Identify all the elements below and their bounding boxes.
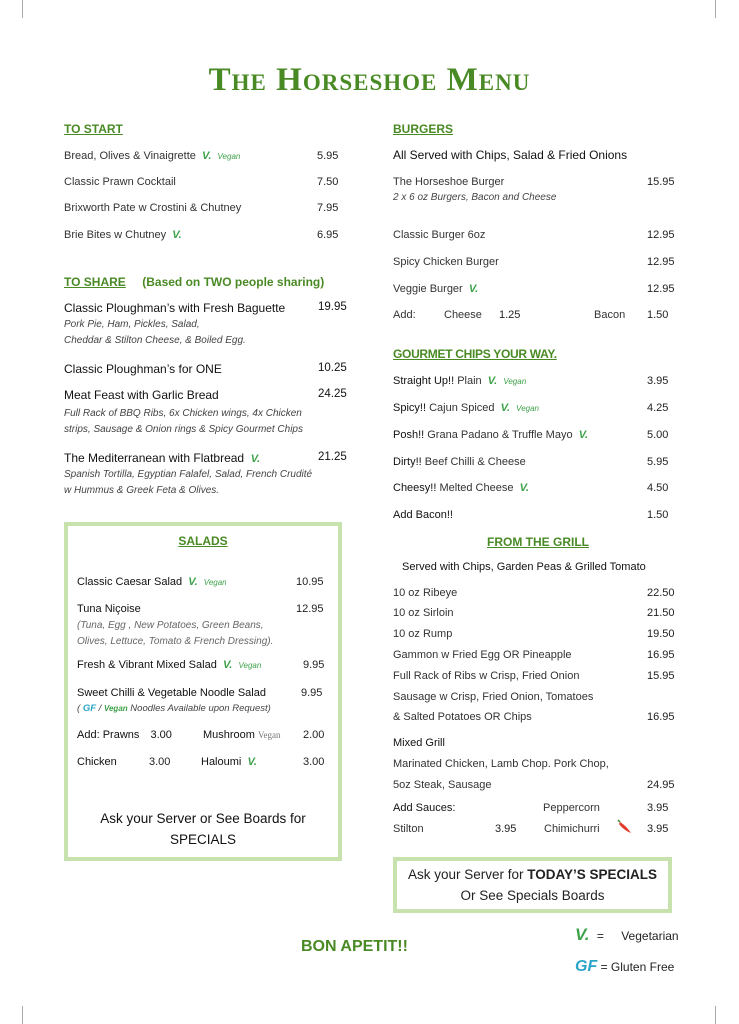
menu-item-bread: Bread, Olives & Vinaigrette V. Vegan: [64, 150, 241, 162]
vegetarian-icon: V.: [222, 659, 233, 671]
menu-item-ribeye: 10 oz Ribeye: [393, 587, 458, 599]
price: 19.95: [318, 301, 347, 313]
price: 12.95: [647, 256, 675, 268]
price: 5.95: [647, 456, 669, 468]
gluten-free-icon: GF: [82, 703, 97, 714]
vegan-icon: Vegan: [103, 704, 128, 713]
menu-item-ploughmans-one: Classic Ploughman’s for ONE: [64, 362, 222, 376]
vegetarian-icon: V.: [500, 402, 511, 414]
crop-mark: [22, 0, 23, 18]
menu-item-prawn: Classic Prawn Cocktail: [64, 176, 176, 188]
price: 21.50: [647, 607, 675, 619]
grill-heading: FROM THE GRILL: [487, 535, 589, 549]
add-haloumi: Haloumi V.: [201, 756, 257, 768]
item-description: 2 x 6 oz Burgers, Bacon and Cheese: [393, 192, 557, 203]
price: 5.00: [647, 429, 669, 441]
menu-item-gammon: Gammon w Fried Egg OR Pineapple: [393, 649, 572, 661]
price: 12.95: [647, 283, 675, 295]
vegan-icon: Vegan: [503, 377, 527, 386]
menu-item-brie: Brie Bites w Chutney V.: [64, 229, 182, 241]
chili-icon: [617, 819, 633, 840]
menu-item-ploughmans: Classic Ploughman’s with Fresh Baguette: [64, 301, 286, 315]
vegan-icon: Vegan: [516, 404, 539, 413]
vegetarian-icon: V.: [250, 453, 261, 465]
price: 3.95: [495, 823, 517, 835]
menu-title: The Horseshoe Menu: [208, 62, 531, 98]
price: 12.95: [296, 603, 324, 615]
menu-item-ribs: Full Rack of Ribs w Crisp, Fried Onion: [393, 670, 580, 682]
menu-item-sirloin: 10 oz Sirloin: [393, 607, 454, 619]
add-bacon: Bacon: [594, 309, 626, 321]
add-prawns: Add: Prawns 3.00: [77, 729, 172, 741]
price: 1.50: [647, 509, 669, 521]
price: 24.95: [647, 779, 675, 791]
grill-subtitle: Served with Chips, Garden Peas & Grilled Tomato: [402, 561, 646, 573]
vegan-icon: Vegan: [217, 152, 241, 161]
mixed-grill-desc: Marinated Chicken, Lamb Chop. Pork Chop,: [393, 758, 609, 770]
price: 1.50: [647, 309, 669, 321]
vegan-icon: Vegan: [238, 661, 262, 670]
gluten-free-icon: GF: [575, 958, 598, 975]
menu-item-mediterranean: The Mediterranean with Flatbread V.: [64, 451, 261, 465]
vegetarian-icon: V.: [172, 229, 182, 241]
salads-specials-note: Ask your Server or See Boards for SPECIALS: [100, 811, 306, 847]
price: 10.95: [296, 576, 324, 588]
menu-item-sausage: Sausage w Crisp, Fried Onion, Tomatoes: [393, 691, 594, 703]
today-specials-note: Ask your Server for TODAY’S SPECIALS Or See Specials Boards: [407, 867, 658, 903]
price: 24.25: [318, 388, 347, 400]
vegetarian-icon: V.: [188, 576, 198, 588]
price: 15.95: [647, 670, 675, 682]
menu-item-veggie-burger: Veggie Burger V.: [393, 283, 479, 295]
vegetarian-icon: V.: [247, 756, 257, 768]
price: 9.95: [303, 659, 325, 671]
menu-item-caesar: Classic Caesar Salad V. Vegan: [77, 576, 227, 588]
price: 5.95: [317, 150, 339, 162]
price: 1.25: [499, 309, 521, 321]
menu-item-chips-plain: Straight Up!! Plain V. Vegan: [393, 375, 527, 387]
menu-item-sausage-cont: & Salted Potatoes OR Chips: [393, 711, 532, 723]
price: 3.95: [647, 802, 669, 814]
price: 3.95: [647, 375, 669, 387]
item-description: Pork Pie, Ham, Pickles, Salad, Cheddar & Stilton Cheese, & Boiled Egg.: [64, 319, 246, 346]
mixed-grill-title: Mixed Grill: [393, 737, 445, 749]
vegetarian-icon: V.: [519, 482, 529, 494]
vegetarian-icon: V.: [202, 150, 212, 162]
vegetarian-icon: V.: [468, 283, 479, 295]
menu-item-classic-burger: Classic Burger 6oz: [393, 229, 486, 241]
price: 4.50: [647, 482, 669, 494]
sauces-label: Add Sauces:: [393, 802, 456, 814]
menu-item-add-bacon: Add Bacon!!: [393, 509, 453, 521]
price: 3.95: [647, 823, 669, 835]
burgers-heading: BURGERS: [393, 122, 454, 136]
item-description: Full Rack of BBQ Ribs, 6x Chicken wings, 4x Chicken strips, Sausage & Onion rings & Spicy Gourmet Chips: [64, 408, 303, 435]
item-description: (Tuna, Egg , New Potatoes, Green Beans, Olives, Lettuce, Tomato & French Dressing).: [77, 620, 274, 647]
menu-item-chips-dirty: Dirty!! Beef Chilli & Cheese: [393, 456, 526, 468]
price: 12.95: [647, 229, 675, 241]
menu-item-chips-cheesy: Cheesy!! Melted Cheese V.: [393, 482, 529, 494]
price: 15.95: [647, 176, 675, 188]
burgers-subtitle: All Served with Chips, Salad & Fried Onions: [393, 148, 628, 162]
legend-vegetarian: V. = Vegetarian: [575, 925, 679, 944]
menu-item-noodle-salad: Sweet Chilli & Vegetable Noodle Salad: [77, 687, 266, 699]
vegetarian-icon: V.: [575, 925, 590, 944]
vegetarian-icon: V.: [578, 429, 589, 441]
vegan-icon: Vegan: [203, 578, 227, 587]
bon-apetit: BON APETIT!!: [301, 938, 408, 955]
price: 3.00: [303, 756, 325, 768]
mixed-grill-desc: 5oz Steak, Sausage: [393, 779, 492, 791]
price: 9.95: [301, 687, 323, 699]
salads-heading: SALADS: [178, 534, 228, 548]
chips-heading: GOURMET CHIPS YOUR WAY.: [393, 347, 557, 361]
menu-item-chips-spicy: Spicy!! Cajun Spiced V. Vegan: [393, 402, 539, 414]
sauce-chimichurri: Chimichurri: [544, 823, 600, 835]
price: 2.00: [303, 729, 325, 741]
price: 10.25: [318, 362, 347, 374]
menu-item-mixed-salad: Fresh & Vibrant Mixed Salad V. Vegan: [77, 659, 262, 671]
sauce-stilton: Stilton: [393, 823, 424, 835]
price: 4.25: [647, 402, 669, 414]
price: 3.00: [149, 756, 171, 768]
menu-item-horseshoe-burger: The Horseshoe Burger: [393, 176, 505, 188]
menu-item-pate: Brixworth Pate w Crostini & Chutney: [64, 202, 242, 214]
add-chicken: Chicken: [77, 756, 117, 768]
noodle-note: ( GF / Vegan Noodles Available upon Request): [77, 703, 271, 714]
menu-item-meat-feast: Meat Feast with Garlic Bread: [64, 388, 219, 402]
legend-gluten-free: GF = Gluten Free: [575, 958, 675, 975]
crop-mark: [715, 0, 716, 18]
price: 16.95: [647, 649, 675, 661]
to-start-heading: TO START: [64, 122, 123, 136]
crop-mark: [715, 1006, 716, 1024]
vegetarian-icon: V.: [487, 375, 498, 387]
price: 22.50: [647, 587, 675, 599]
menu-item-tuna: Tuna Niçoise: [77, 603, 141, 615]
menu-item-rump: 10 oz Rump: [393, 628, 453, 640]
price: 16.95: [647, 711, 675, 723]
price: 7.50: [317, 176, 339, 188]
add-mushroom: Mushroom Vegan: [203, 729, 281, 741]
crop-mark: [22, 1006, 23, 1024]
menu-item-chicken-burger: Spicy Chicken Burger: [393, 256, 499, 268]
sauce-peppercorn: Peppercorn: [543, 802, 600, 814]
price: 7.95: [317, 202, 339, 214]
add-cheese: Cheese: [444, 309, 482, 321]
price: 6.95: [317, 229, 339, 241]
price: 21.25: [318, 451, 347, 463]
to-share-heading: TO SHARE (Based on TWO people sharing): [64, 275, 325, 289]
burger-add-label: Add:: [393, 309, 416, 321]
price: 19.50: [647, 628, 675, 640]
menu-item-chips-posh: Posh!! Grana Padano & Truffle Mayo V.: [393, 429, 589, 441]
item-description: Spanish Tortilla, Egyptian Falafel, Salad, French Crudité w Hummus & Greek Feta & Olives.: [64, 469, 313, 496]
